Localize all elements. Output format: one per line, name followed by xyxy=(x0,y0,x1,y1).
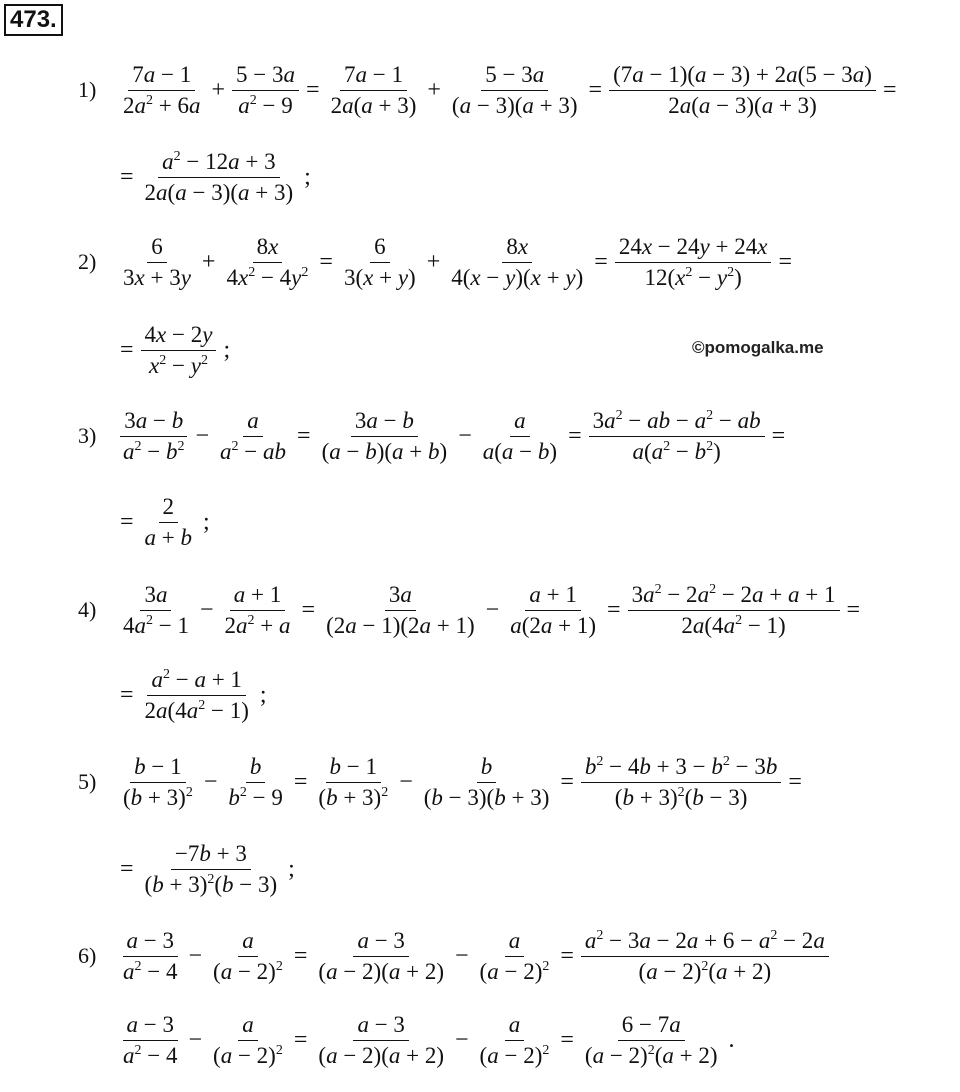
denominator: $a^2 - b^2$ xyxy=(123,438,185,464)
numerator: 7a − 1 xyxy=(340,60,407,91)
denominator: (a − 2)(a + 2) xyxy=(318,958,444,984)
numerator: a xyxy=(243,406,263,437)
operator: = xyxy=(120,336,134,363)
fraction xyxy=(314,926,448,987)
denominator: $(a - 2)^2(a + 2)$ xyxy=(584,1042,718,1068)
problem-part-number: 2) xyxy=(78,249,97,274)
denominator: $(a - 2)^2$ xyxy=(479,1042,550,1068)
equation-line xyxy=(78,570,864,650)
fraction xyxy=(506,580,600,641)
numerator: 6 xyxy=(370,232,390,263)
denominator: $b^2 - 9$ xyxy=(228,784,283,810)
operator: = xyxy=(306,76,320,103)
operator: = xyxy=(588,76,603,103)
fraction xyxy=(476,926,554,987)
numerator: 24x − 24y + 24x xyxy=(615,232,772,263)
operator: = xyxy=(771,422,786,449)
operator: = xyxy=(293,942,308,969)
denominator: $(b + 3)^2(b - 3)$ xyxy=(614,784,748,810)
denominator: $2a^2 + a$ xyxy=(224,612,291,638)
equation-line xyxy=(78,50,901,130)
denominator: a + b xyxy=(144,524,193,550)
denominator: $(b + 3)^2$ xyxy=(318,784,389,810)
numerator: 3a − b xyxy=(120,406,187,437)
fraction xyxy=(609,60,876,121)
fraction xyxy=(589,406,765,467)
fraction xyxy=(581,752,781,813)
numerator: 5 − 3a xyxy=(232,60,299,91)
equation-continuation xyxy=(116,137,315,217)
operator: + xyxy=(211,76,226,103)
numerator: a + 1 xyxy=(230,580,285,611)
numerator: $a^2 - 3a - 2a + 6 - a^2 - 2a$ xyxy=(581,926,829,957)
numerator: $a^2 - a + 1$ xyxy=(147,665,245,696)
denominator: 2a(a − 3)(a + 3) xyxy=(144,179,294,205)
numerator: $a^2 - 12a + 3$ xyxy=(158,147,279,178)
denominator: $2a(4a^2 - 1)$ xyxy=(144,697,249,723)
operator: − xyxy=(485,596,500,623)
operator: = xyxy=(297,422,311,449)
fraction xyxy=(447,232,587,293)
fraction xyxy=(141,147,298,208)
operator: + xyxy=(427,76,441,103)
operator: − xyxy=(195,422,210,449)
fraction xyxy=(581,926,829,987)
operator: ; xyxy=(203,508,210,535)
fraction xyxy=(479,406,561,467)
equation-continuation xyxy=(116,829,299,909)
denominator: $4a^2 - 1$ xyxy=(123,612,189,638)
fraction xyxy=(141,492,196,553)
operator: + xyxy=(201,248,216,275)
denominator: (a − b)(a + b) xyxy=(321,438,448,464)
denominator: $(a - 2)^2$ xyxy=(213,958,283,984)
numerator: a − 3 xyxy=(123,926,178,957)
equation-line xyxy=(78,396,789,476)
fraction xyxy=(322,580,479,641)
numerator: b xyxy=(477,752,497,783)
denominator: 4(x − y)(x + y) xyxy=(451,264,584,290)
problem-number: 473. xyxy=(4,4,63,36)
problem-part-number: 4) xyxy=(78,597,97,622)
numerator: 3a xyxy=(140,580,171,611)
denominator: (a − 2)(a + 2) xyxy=(318,1042,444,1068)
operator: − xyxy=(455,942,469,969)
operator: = xyxy=(882,76,897,103)
operator: = xyxy=(120,508,134,535)
operator: − xyxy=(188,1026,203,1053)
numerator: b xyxy=(246,752,266,783)
numerator: a xyxy=(505,926,525,957)
operator: − xyxy=(199,596,214,623)
numerator: 4x − 2y xyxy=(141,320,217,351)
numerator: a xyxy=(505,1010,525,1041)
fraction xyxy=(119,1010,181,1071)
fraction xyxy=(476,1010,554,1071)
equation-continuation xyxy=(116,1000,739,1080)
operator: = xyxy=(120,855,134,882)
operator: = xyxy=(560,942,574,969)
operator: − xyxy=(188,942,203,969)
denominator: $x^2 - y^2$ xyxy=(149,352,208,378)
equation-continuation xyxy=(116,310,234,390)
numerator: a − 3 xyxy=(123,1010,178,1041)
numerator: 2 xyxy=(159,492,179,523)
denominator: $(b + 3)^2(b - 3)$ xyxy=(144,871,278,897)
operator: − xyxy=(455,1026,469,1053)
fraction xyxy=(119,752,197,813)
operator: + xyxy=(426,248,441,275)
numerator: −7b + 3 xyxy=(171,839,251,870)
operator: = xyxy=(846,596,861,623)
problem-part-number: 5) xyxy=(78,769,97,794)
equation-continuation xyxy=(116,482,214,562)
numerator: 6 − 7a xyxy=(618,1010,685,1041)
fraction xyxy=(119,406,188,467)
fraction xyxy=(216,406,290,467)
fraction xyxy=(209,1010,287,1071)
fraction xyxy=(209,926,287,987)
numerator: 6 xyxy=(147,232,167,263)
operator: = xyxy=(293,1026,308,1053)
operator: ; xyxy=(223,336,231,363)
fraction xyxy=(224,752,286,813)
operator: = xyxy=(301,596,316,623)
fraction xyxy=(141,839,282,900)
fraction xyxy=(318,406,452,467)
denominator: $12(x^2 - y^2)$ xyxy=(644,264,742,290)
operator: = xyxy=(778,248,792,275)
numerator: a xyxy=(238,926,258,957)
fraction xyxy=(141,320,217,381)
fraction xyxy=(119,232,195,293)
equation-line xyxy=(78,742,806,822)
fraction xyxy=(314,1010,448,1071)
problem-part-number: 6) xyxy=(78,943,97,968)
denominator: $(a - 2)^2$ xyxy=(479,958,550,984)
denominator: 3x + 3y xyxy=(123,264,191,290)
watermark: ©pomogalka.me xyxy=(692,338,824,357)
numerator: 8x xyxy=(502,232,532,263)
numerator: 3a − b xyxy=(351,406,418,437)
numerator: 7a − 1 xyxy=(128,60,195,91)
numerator: a − 3 xyxy=(353,1010,408,1041)
operator: = xyxy=(293,768,308,795)
operator: = xyxy=(120,681,134,708)
numerator: (7a − 1)(a − 3) + 2a(5 − 3a) xyxy=(609,60,876,91)
operator: = xyxy=(607,596,621,623)
denominator: $(a - 2)^2(a + 2)$ xyxy=(638,958,772,984)
equation-line xyxy=(78,222,796,302)
fraction xyxy=(420,752,554,813)
fraction xyxy=(141,665,253,726)
denominator: (a − 3)(a + 3) xyxy=(451,92,578,118)
denominator: a(2a + 1) xyxy=(510,612,597,638)
operator: = xyxy=(788,768,802,795)
numerator: a − 3 xyxy=(353,926,408,957)
operator: = xyxy=(319,248,333,275)
fraction xyxy=(340,232,420,293)
denominator: $a(a^2 - b^2)$ xyxy=(632,438,721,464)
numerator: $3a^2$ − ab − $a^2$ − ab xyxy=(589,406,765,437)
numerator: b − 1 xyxy=(326,752,381,783)
denominator: $a^2$ − ab xyxy=(220,438,287,464)
operator: = xyxy=(560,1026,574,1053)
denominator: $a^2 - 4$ xyxy=(123,1042,178,1068)
operator: ; xyxy=(288,855,295,882)
denominator: $(b + 3)^2$ xyxy=(123,784,193,810)
denominator: 2a(a − 3)(a + 3) xyxy=(668,92,817,118)
numerator: 3a xyxy=(385,580,416,611)
numerator: 5 − 3a xyxy=(481,60,548,91)
fraction xyxy=(119,580,193,641)
denominator: $2a^2 + 6a$ xyxy=(123,92,201,118)
denominator: $a^2 - 9$ xyxy=(238,92,293,118)
problem-part-number: 3) xyxy=(78,423,97,448)
denominator: $(a - 2)^2$ xyxy=(213,1042,283,1068)
operator: = xyxy=(594,248,608,275)
denominator: 3(x + y) xyxy=(343,264,416,290)
numerator: 8x xyxy=(253,232,283,263)
numerator: a xyxy=(510,406,530,437)
problem-part-number: 1) xyxy=(78,77,97,102)
denominator: a(a − b) xyxy=(482,438,558,464)
fraction xyxy=(327,60,421,121)
operator: . xyxy=(728,1026,735,1053)
fraction xyxy=(221,580,295,641)
denominator: $a^2 - 4$ xyxy=(123,958,178,984)
fraction xyxy=(628,580,840,641)
denominator: (2a − 1)(2a + 1) xyxy=(326,612,475,638)
operator: − xyxy=(399,768,413,795)
equation-line xyxy=(78,916,832,996)
operator: = xyxy=(560,768,574,795)
fraction xyxy=(314,752,392,813)
numerator: a xyxy=(238,1010,258,1041)
denominator: $4x^2 - 4y^2$ xyxy=(226,264,309,290)
operator: − xyxy=(203,768,218,795)
fraction xyxy=(119,60,204,121)
fraction xyxy=(615,232,772,293)
fraction xyxy=(448,60,582,121)
operator: = xyxy=(568,422,582,449)
denominator: 2a(a + 3) xyxy=(330,92,417,118)
denominator: $2a(4a^2 - 1)$ xyxy=(681,612,786,638)
operator: ; xyxy=(259,681,267,708)
numerator: $3a^2 - 2a^2 - 2a + a + 1$ xyxy=(628,580,840,611)
denominator: (b − 3)(b + 3) xyxy=(423,784,550,810)
numerator: b − 1 xyxy=(130,752,185,783)
fraction xyxy=(119,926,181,987)
numerator: $b^2 - 4b + 3 - b^2 - 3b$ xyxy=(581,752,781,783)
operator: = xyxy=(120,163,134,190)
operator: − xyxy=(458,422,472,449)
numerator: a + 1 xyxy=(525,580,580,611)
fraction xyxy=(222,232,312,293)
fraction xyxy=(581,1010,722,1071)
fraction xyxy=(232,60,299,121)
equation-continuation xyxy=(116,655,271,735)
operator: ; xyxy=(304,163,311,190)
